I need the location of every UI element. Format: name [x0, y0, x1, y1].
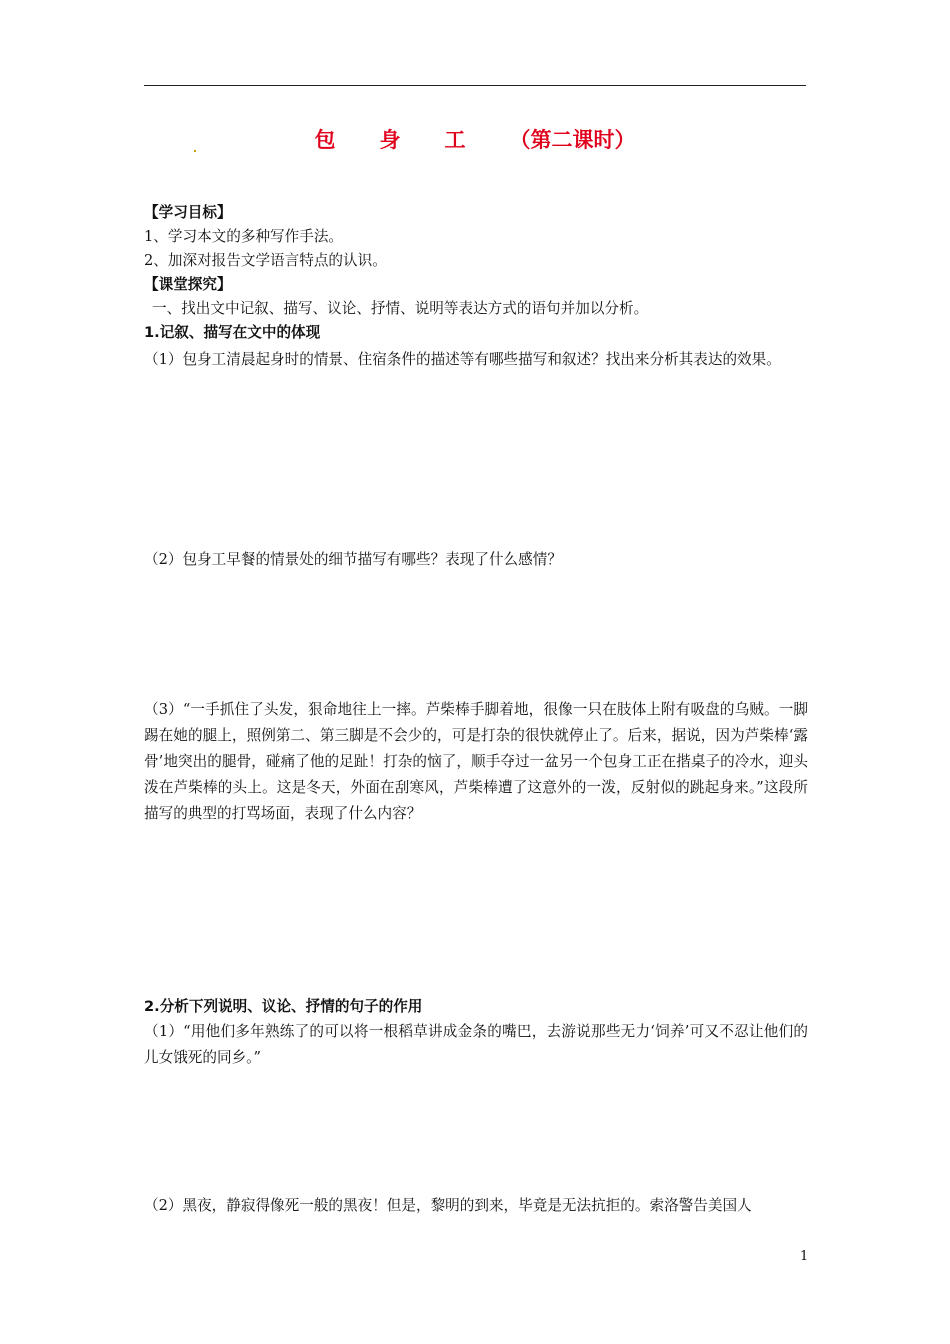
question-2-1: （1）“用他们多年熟练了的可以将一根稻草讲成金条的嘴巴，去游说那些无力‘饲养’可又不忍让他们的儿女饿死的同乡。” [144, 1023, 808, 1066]
subheading-1: 1.记叙、描写在文中的体现 [144, 324, 321, 341]
page-number: 1 [800, 1249, 809, 1264]
explore-heading: 【课堂探究】 [144, 276, 232, 293]
page-title [144, 124, 806, 154]
task-1: 一、找出文中记叙、描写、议论、抒情、说明等表达方式的语句并加以分析。 [152, 300, 649, 317]
goals-heading: 【学习目标】 [144, 204, 232, 221]
title-char-1: 包 [314, 128, 336, 152]
goal-item-2: 2、加深对报告文学语言特点的认识。 [144, 252, 387, 269]
title-suffix: （第二课时） [509, 128, 636, 152]
subheading-2: 2.分析下列说明、议论、抒情的句子的作用 [144, 998, 423, 1015]
title-char-3: 工 [444, 128, 466, 152]
header-rule [144, 85, 806, 86]
question-1-2: （2）包身工早餐的情景处的细节描写有哪些？表现了什么感情？ [144, 551, 562, 568]
speck-mark [194, 150, 196, 152]
question-1-3: （3）“一手抓住了头发，狠命地往上一摔。芦柴棒手脚着地，很像一只在肢体上附有吸盘的乌贼。一脚踢在她的腿上，照例第二、第三脚是不会少的，可是打杂的很快就停止了。后来，据说，因为芦柴棒‘露骨’地突出的腿骨，碰痛了他的足趾！打杂的恼了，顺手夺过一盆另一个包身工正在揩桌子的冷水，迎头泼在芦柴棒的头上。这是冬天，外面在刮寒风，芦柴棒遭了这意外的一泼，反射似的跳起身来。”这段所描写的典型的打骂场面，表现了什么内容？ [144, 701, 808, 822]
question-1-1: （1）包身工清晨起身时的情景、住宿条件的描述等有哪些描写和叙述？找出来分析其表达的效果。 [144, 351, 781, 368]
goal-item-1: 1、学习本文的多种写作手法。 [144, 228, 344, 245]
title-char-2: 身 [379, 128, 401, 152]
question-2-2: （2）黑夜，静寂得像死一般的黑夜！但是，黎明的到来，毕竟是无法抗拒的。索洛警告美国人 [144, 1197, 752, 1214]
